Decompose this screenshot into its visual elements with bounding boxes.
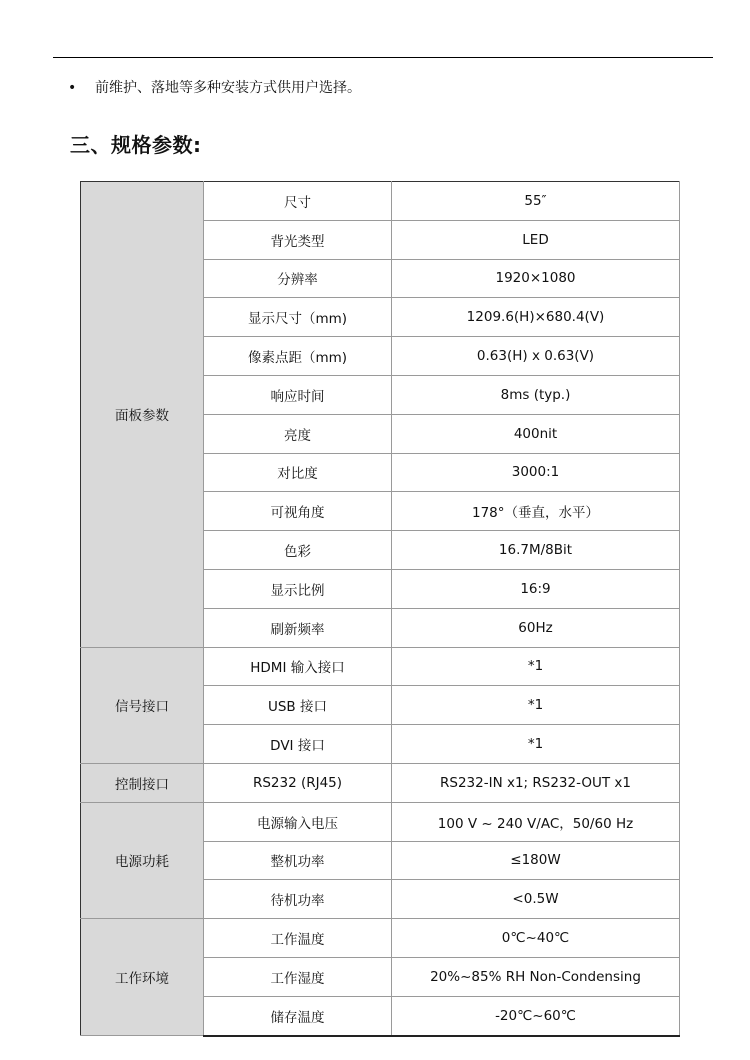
spec-item: RS232 (RJ45) [204,763,392,802]
spec-item: 对比度 [204,453,392,492]
spec-value: RS232-IN x1; RS232-OUT x1 [392,763,680,802]
spec-item: USB 接口 [204,686,392,725]
spec-value: 3000:1 [392,453,680,492]
spec-item: 亮度 [204,414,392,453]
spec-item: 工作温度 [204,919,392,958]
spec-value: 16.7M/8Bit [392,531,680,570]
spec-value: 0.63(H) x 0.63(V) [392,337,680,376]
spec-value: -20℃~60℃ [392,996,680,1035]
spec-row [81,182,680,221]
spec-item: 色彩 [204,531,392,570]
spec-value: 8ms (typ.) [392,375,680,414]
bullet-item [68,77,361,99]
spec-item: 响应时间 [204,375,392,414]
spec-item: HDMI 输入接口 [204,647,392,686]
bullet-text: 前维护、落地等多种安装方式供用户选择。 [95,80,361,96]
spec-value: 1209.6(H)×680.4(V) [392,298,680,337]
spec-value: <0.5W [392,880,680,919]
spec-category: 控制接口 [81,763,204,802]
spec-item: DVI 接口 [204,725,392,764]
spec-category: 工作环境 [81,919,204,1036]
spec-value: ≤180W [392,841,680,880]
spec-row [81,919,680,958]
spec-value: 20%~85% RH Non-Condensing [392,957,680,996]
spec-item: 显示尺寸（mm) [204,298,392,337]
spec-value: 100 V ~ 240 V/AC，50/60 Hz [392,802,680,841]
spec-table [80,181,680,1037]
section-title: 三、规格参数: [70,133,202,157]
spec-item: 刷新频率 [204,608,392,647]
spec-item: 待机功率 [204,880,392,919]
spec-value: 60Hz [392,608,680,647]
spec-item: 可视角度 [204,492,392,531]
spec-item: 工作湿度 [204,957,392,996]
spec-item: 整机功率 [204,841,392,880]
spec-value: 178°（垂直，水平） [392,492,680,531]
spec-item: 显示比例 [204,569,392,608]
spec-table-body [81,182,680,1036]
spec-category: 信号接口 [81,647,204,763]
spec-value: 0℃~40℃ [392,919,680,958]
header-rule [53,57,713,58]
spec-item: 尺寸 [204,182,392,221]
spec-item: 储存温度 [204,996,392,1035]
spec-row [81,802,680,841]
spec-value: *1 [392,725,680,764]
spec-value: 400nit [392,414,680,453]
spec-item: 背光类型 [204,220,392,259]
spec-value: LED [392,220,680,259]
spec-value: *1 [392,686,680,725]
spec-category: 电源功耗 [81,802,204,918]
spec-row [81,763,680,802]
spec-value: 55″ [392,182,680,221]
spec-category: 面板参数 [81,182,204,648]
spec-item: 分辨率 [204,259,392,298]
spec-value: 16:9 [392,569,680,608]
spec-row [81,647,680,686]
spec-value: *1 [392,647,680,686]
spec-item: 像素点距（mm) [204,337,392,376]
spec-value: 1920×1080 [392,259,680,298]
spec-item: 电源输入电压 [204,802,392,841]
bullet-dot: • [68,80,77,96]
